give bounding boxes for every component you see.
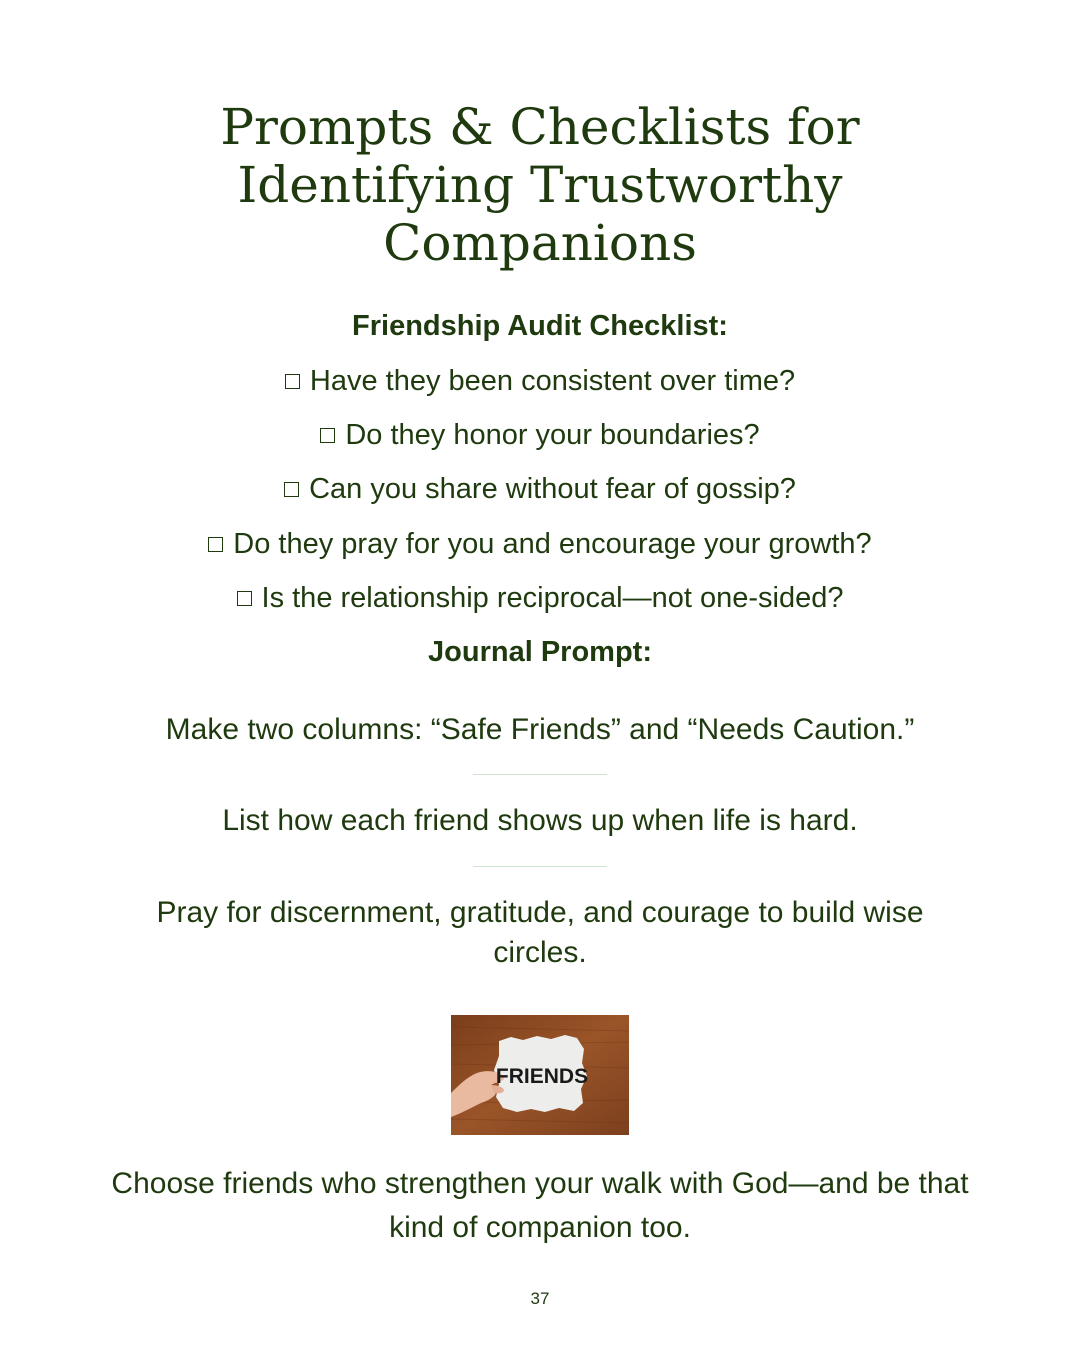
checklist-item[interactable] (0, 471, 1080, 507)
checkbox-icon[interactable] (208, 537, 223, 552)
checklist-item-label: Is the relationship reciprocal—not one-sided? (261, 582, 844, 614)
page-title: Prompts & Checklists for Identifying Trustworthy Companions (220, 98, 860, 272)
divider (473, 866, 607, 867)
checkbox-icon[interactable] (237, 591, 252, 606)
checkbox-icon[interactable] (320, 428, 335, 443)
checkbox-icon[interactable] (285, 374, 300, 389)
checkbox-icon[interactable] (284, 482, 299, 497)
checklist-item-label: Do they honor your boundaries? (345, 419, 760, 451)
checklist-item-label: Have they been consistent over time? (309, 365, 796, 397)
journal-prompt: Pray for discernment, gratitude, and courage to build wise circles. (156, 896, 924, 969)
journal-prompt: List how each friend shows up when life is hard. (222, 804, 858, 837)
closing-statement: Choose friends who strengthen your walk with God—and be that kind of companion too. (111, 1167, 969, 1244)
friends-card-text: FRIENDS (495, 1065, 589, 1088)
divider (473, 774, 607, 775)
checklist-item[interactable] (0, 363, 1080, 399)
checklist-item[interactable] (0, 526, 1080, 562)
friends-photo (451, 1015, 629, 1135)
checklist-item-label: Do they pray for you and encourage your growth? (233, 528, 872, 560)
checklist-item[interactable] (0, 580, 1080, 616)
checklist-item-label: Can you share without fear of gossip? (309, 473, 796, 505)
page-number: 37 (530, 1289, 550, 1308)
journal-heading: Journal Prompt: (428, 636, 652, 668)
checklist-heading: Friendship Audit Checklist: (352, 310, 728, 342)
checklist-item[interactable] (0, 417, 1080, 453)
journal-prompt: Make two columns: “Safe Friends” and “Needs Caution.” (165, 713, 915, 746)
